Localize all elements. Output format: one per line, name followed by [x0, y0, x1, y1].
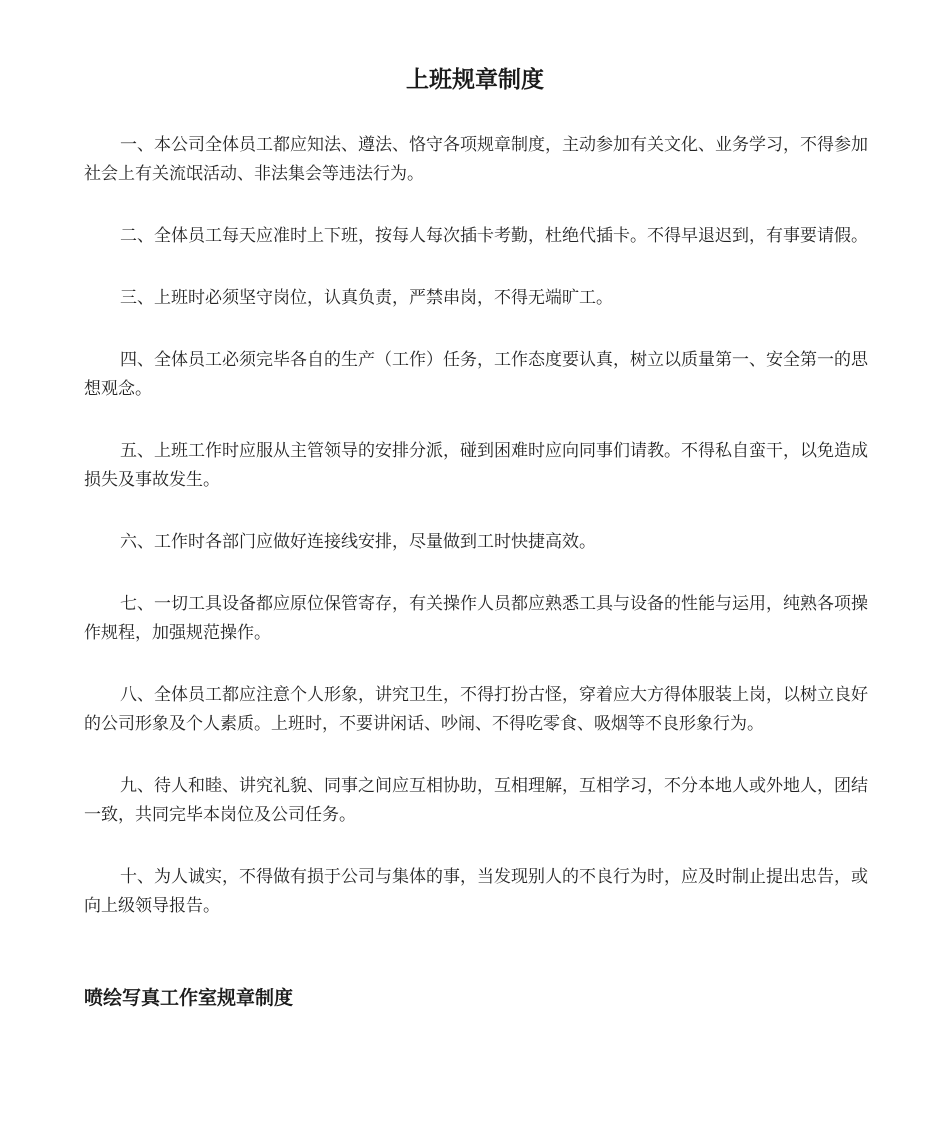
rule-paragraph-7: 七、一切工具设备都应原位保管寄存，有关操作人员都应熟悉工具与设备的性能与运用，纯熟各项操作规程，加强规范操作。	[84, 594, 868, 643]
rules-list	[84, 131, 884, 954]
rule-paragraph-2: 二、全体员工每天应准时上下班，按每人每次插卡考勤，杜绝代插卡。不得早退迟到，有事要请假。	[120, 226, 868, 246]
rule-paragraph-5: 五、上班工作时应服从主管领导的安排分派，碰到困难时应向同事们请教。不得私自蛮干，以免造成损失及事故发生。	[84, 441, 868, 490]
rule-paragraph-3: 三、上班时必须坚守岗位，认真负责，严禁串岗，不得无端旷工。	[120, 288, 613, 308]
rule-paragraph-8: 八、全体员工都应注意个人形象，讲究卫生，不得打扮古怪，穿着应大方得体服装上岗，以树立良好的公司形象及个人素质。上班时，不要讲闲话、吵闹、不得吃零食、吸烟等不良形象行为。	[84, 685, 868, 734]
rule-paragraph-10: 十、为人诚实，不得做有损于公司与集体的事，当发现别人的不良行为时，应及时制止提出忠告，或向上级领导报告。	[84, 867, 868, 916]
rule-paragraph-4: 四、全体员工必须完毕各自的生产（工作）任务，工作态度要认真，树立以质量第一、安全第一的思想观念。	[84, 350, 868, 399]
document-title: 上班规章制度	[406, 67, 544, 93]
rule-paragraph-9: 九、待人和睦、讲究礼貌、同事之间应互相协助，互相理解，互相学习，不分本地人或外地人，团结一致，共同完毕本岗位及公司任务。	[84, 776, 868, 825]
rule-paragraph-1: 一、本公司全体员工都应知法、遵法、恪守各项规章制度，主动参加有关文化、业务学习，不得参加社会上有关流氓活动、非法集会等违法行为。	[84, 135, 868, 184]
rule-paragraph-6: 六、工作时各部门应做好连接线安排，尽量做到工时快捷高效。	[120, 532, 596, 552]
section-heading: 喷绘写真工作室规章制度	[84, 987, 294, 1009]
